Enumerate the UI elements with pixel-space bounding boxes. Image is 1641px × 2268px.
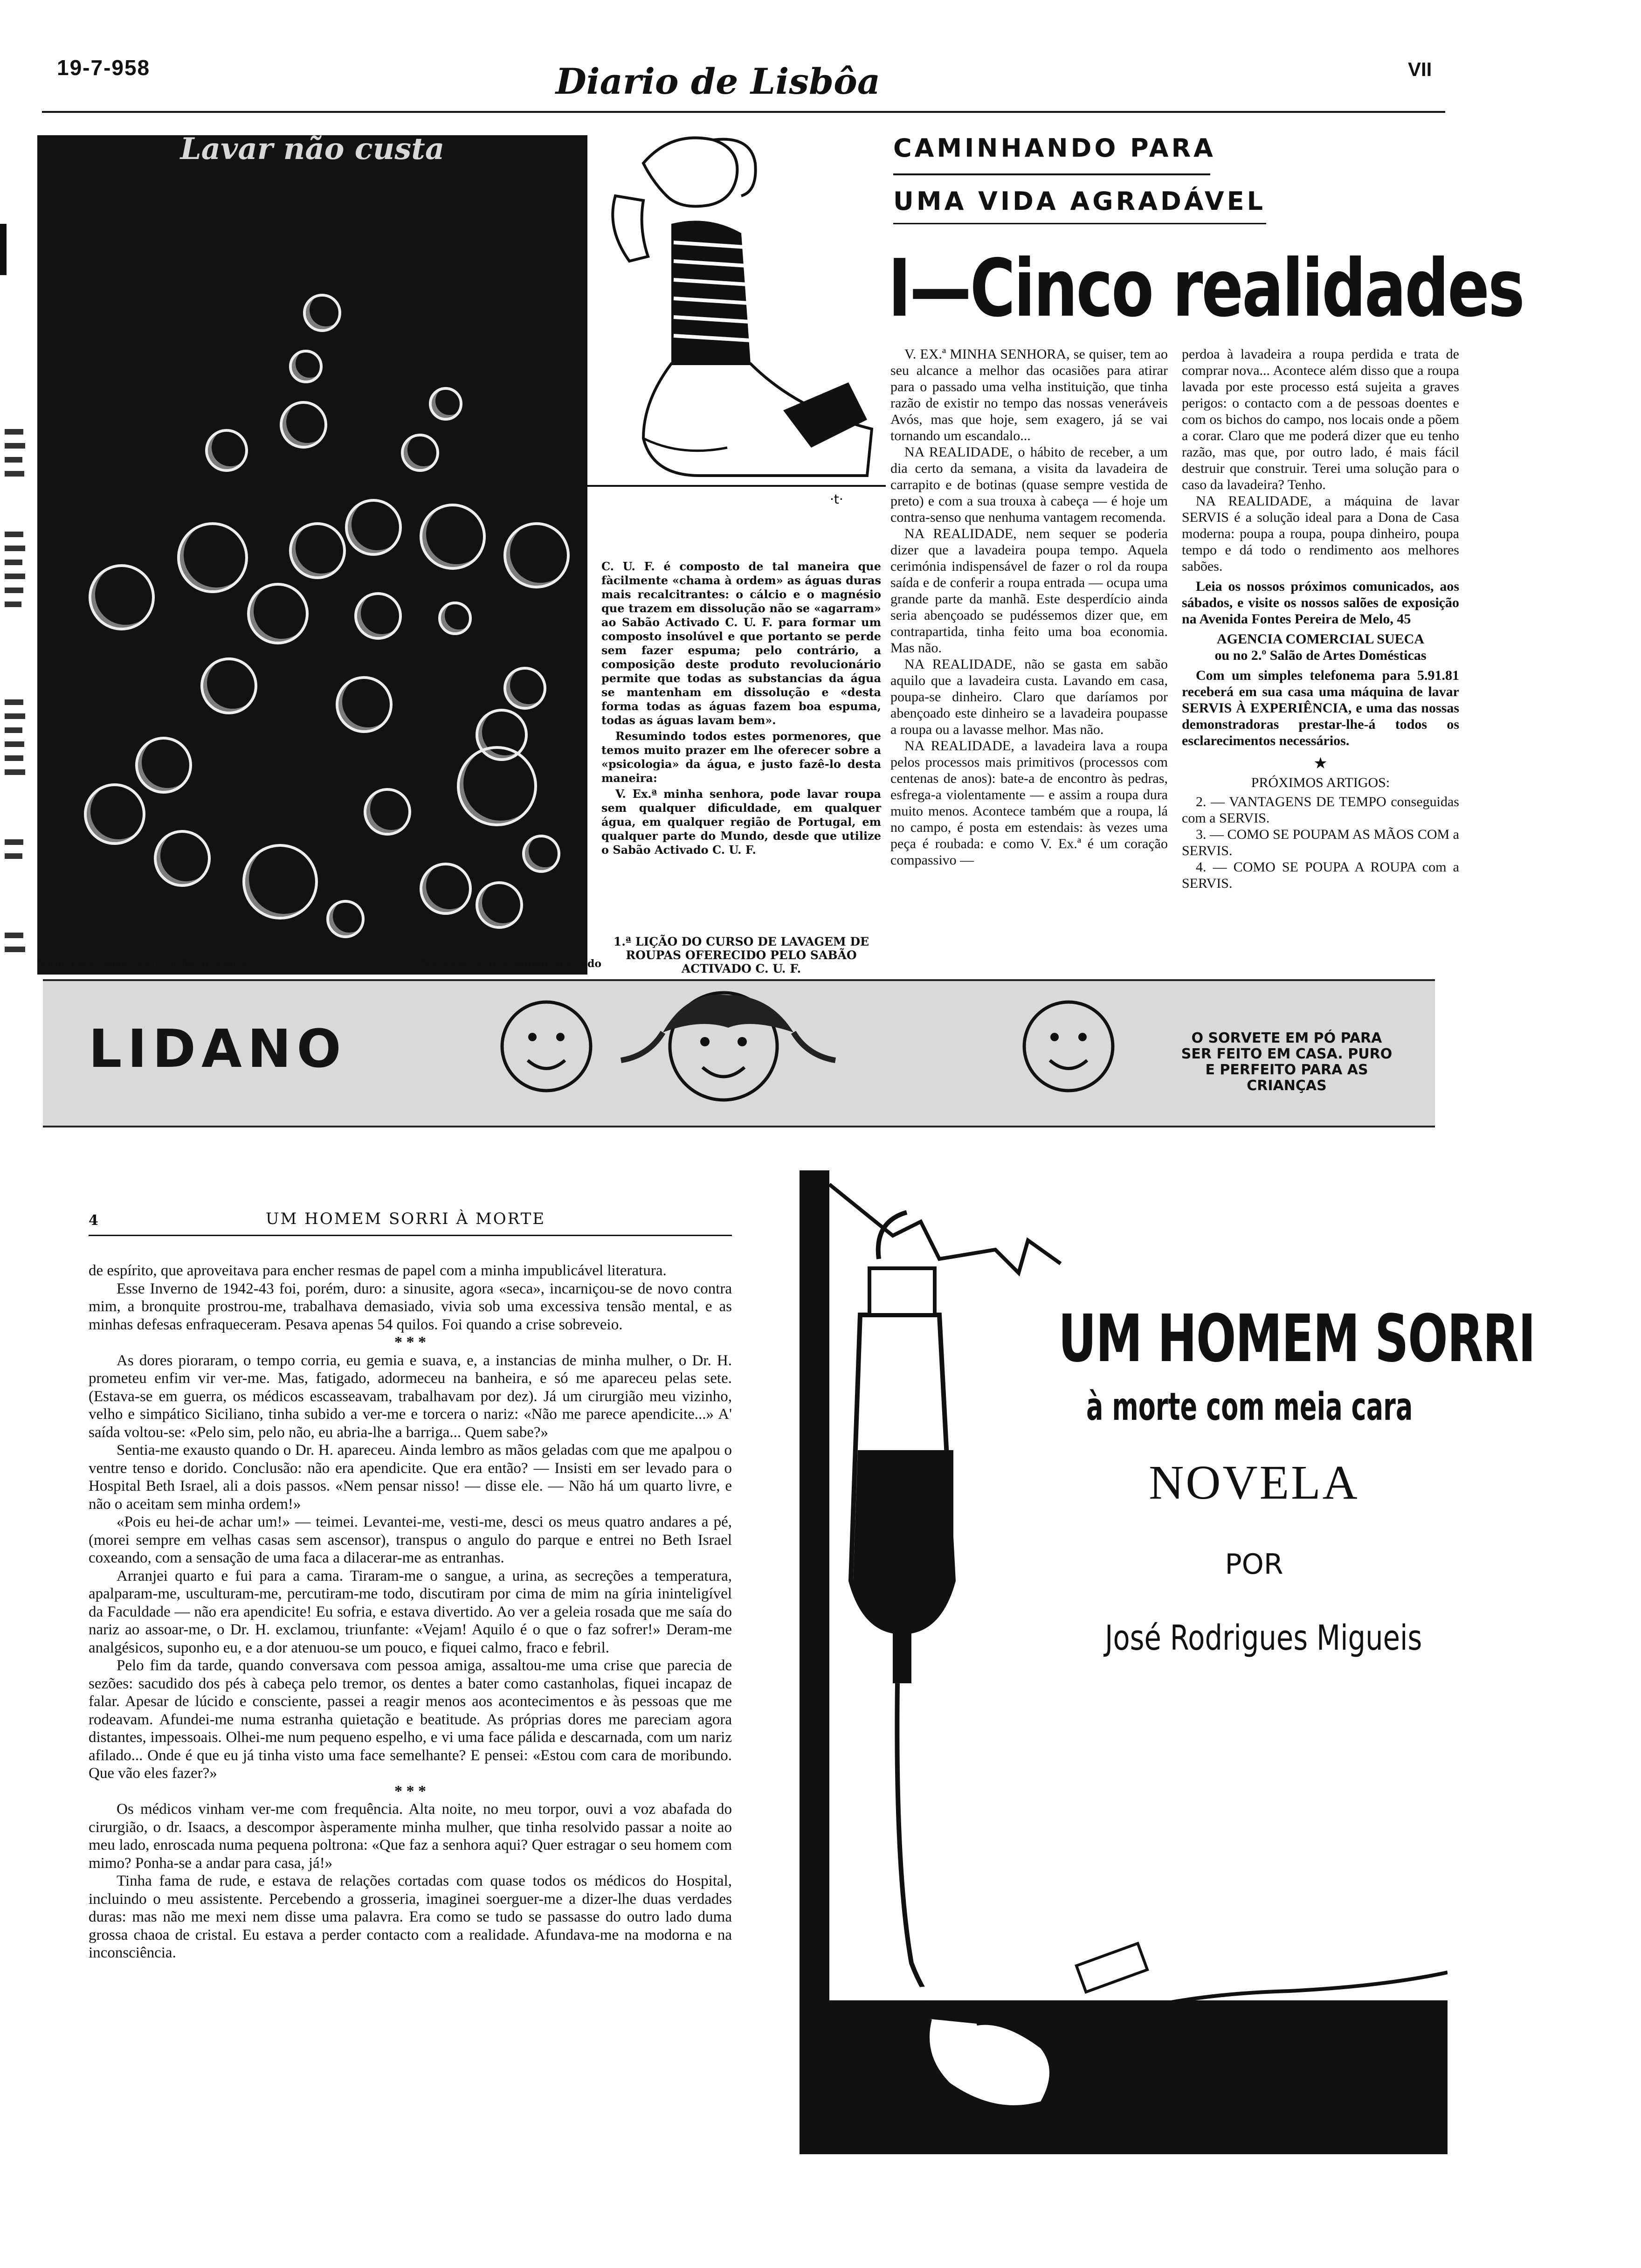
lidano-tagline: O SORVETE EM PÓ PARA SER FEITO EM CASA. PURO E PERFEITO PARA AS CRIANÇAS [1181, 1030, 1393, 1094]
next-article-item: 4. — COMO SE POUPA A ROUPA com a SERVIS. [1182, 859, 1459, 891]
novel-paragraph: Sentia-me exausto quando o Dr. H. apareceu. Ainda lembro as mãos geladas com que me apalpou o ventre tenso e dorido. Conclusão: não era apendicite. Que era então? — Insisti em ser levado para o Hospital Beth Israel, ali a dois passos. «Nem pensar nisso! — disse ele. — Não há um quarto livre, e não o aceitam sem minha ordem!» [89, 1442, 732, 1513]
kneeling-woman-illustration [587, 121, 886, 522]
article-paragraph: NA REALIDADE, a lavadeira lava a roupa pelos processos mais primitivos (processos com centenas de anos): bate-a de encontro às pedras, esfrega-a violentamente — e assim a roupa dura muito menos. Acontece também que a roupa, lá no campo, é posta em estendais: às vezes uma peça é roubada: e como V. Ex.ª é um coração compassivo — [890, 738, 1168, 868]
bubble [205, 429, 248, 472]
bubble [345, 499, 402, 556]
cuf-lesson-footer: 1.ª LIÇÃO DO CURSO DE LAVAGEM DE ROUPAS OFERECIDO PELO SABÃO ACTIVADO C. U. F. [613, 935, 869, 975]
article-kicker-2: UMA VIDA AGRADÁVEL [893, 187, 1266, 216]
issue-date: 19-7-958 [57, 55, 151, 80]
bubble [420, 863, 472, 915]
visit-notice: Leia os nossos próximos comunicados, aos sábados, e visite os nossos salões de exposição na Avenida Fontes Pereira de Melo, 45 [1182, 579, 1459, 627]
bubble [401, 434, 439, 472]
bubble [289, 350, 323, 383]
article-paragraph: NA REALIDADE, o hábito de receber, a um dia certo da semana, a visita da lavadeira de carrapito e de botinas (quase sempre vestida de preto) e com a sua trouxa à cabeça — é hoje um contra-senso que nenhuma vantagem recomenda. [890, 444, 1168, 525]
novel-ad-genre: NOVELA [1149, 1456, 1359, 1509]
bubble [457, 746, 537, 826]
bubble [303, 294, 341, 332]
novel-paragraph: Os médicos vinham ver-me com frequência. Alta noite, no meu torpor, ouvi a voz abafada do cirurgião, o dr. Isaacs, a descompor àsperamente minha mulher, que tinha resolvido passar a noite ao meu lado, enroscada numa pequena poltrona: «Que faz a senhora aqui? Quer estragar o seu homem com mimo? Ponha-se a andar para casa, já!» [89, 1801, 732, 1872]
article-paragraph: NA REALIDADE, nem sequer se poderia dizer que a lavadeira poupa tempo. Aquela cerimónia indispensável de fazer o rol da roupa saída e de conferir a roupa entrada — ocupa uma grande parte da manhã. Este desperdício ainda seria abençoado se pudéssemos dizer que, em contrapartida, tinha feito uma boa economia. Mas não. [890, 526, 1168, 656]
novel-paragraph: «Pois eu hei-de achar um!» — teimei. Levantei-me, vesti-me, desci os meus quatro andares a pé, (morei sempre em velhas casas sem ascensor), transpus o angulo do parque e entrei no Beth Israel coxeando, com a sensação de uma faca a dilacerar-me as entranhas. [89, 1514, 732, 1566]
bubble [429, 387, 462, 421]
page-number: VII [1408, 58, 1432, 80]
bubble [200, 657, 257, 714]
bubble [336, 676, 393, 733]
salon-name: ou no 2.º Salão de Artes Domésticas [1214, 648, 1427, 663]
bubble [154, 830, 211, 887]
novel-paragraph: Esse Inverno de 1942-43 foi, porém, duro: a sinusite, agora «seca», incarniçou-se de novo contra mim, a bronquite prostrou-me, trabalhava demasiado, vivia sob uma excessiva tensão mental, e as minhas defesas enfraqueceram. Pesava apenas 54 quilos. Foi quando a crise sobreveio. [89, 1280, 732, 1333]
article-column-1 [890, 346, 1168, 868]
bubble [364, 788, 411, 836]
article-paragraph: V. EX.ª MINHA SENHORA, se quiser, tem ao seu alcance a melhor das ocasiões para atirar para o passado uma velha instituição, que tinha razão de existir no tempo das nossas veneráveis Avós, mas que hoje, sem exagero, já se vai tornando um escandalo... [890, 346, 1168, 443]
article-kicker-1: CAMINHANDO PARA [893, 133, 1216, 163]
caption-left: Nunca o tivesse feito! Ia de mal para [37, 958, 249, 970]
novel-running-head: UM HOMEM SORRI À MORTE [265, 1210, 546, 1228]
bubble [420, 504, 486, 570]
novel-text [89, 1262, 732, 1962]
next-article-item: 3. — COMO SE POUPAM AS MÃOS COM a SERVIS. [1182, 827, 1459, 858]
bubble [84, 783, 145, 845]
bubble [247, 583, 309, 644]
caption-right: NA VERDADE o Sabão Activado [421, 958, 601, 970]
novel-ad-by: POR [1225, 1548, 1283, 1581]
novel-ad-subtitle: à morte com meia cara [1086, 1385, 1413, 1429]
bubble [242, 844, 318, 920]
novel-paragraph: Tinha fama de rude, e estava de relações cortadas com quase todos os médicos do Hospital, incluindo o meu assistente. Percebendo a grosseria, imaginei soerguer-me a dizer-lhe duas verdades duras: mas não me mexi nem disse uma palavra. Era como se tudo se passasse do outro lado duma grossa chaoa de cristal. Eu estava a perder contacto com a realidade. Afundava-me na modorna e na inconsciência. [89, 1873, 732, 1961]
soap-ad-title: Lavar não custa [180, 135, 445, 166]
bubble [280, 401, 327, 449]
cuf-paragraph: Resumindo todos estes pormenores, que temos muito prazer em lhe oferecer sobre a «psicologia» da água, e justo fazê-lo desta maneira: [601, 729, 881, 785]
soap-bubbles-illustration [37, 135, 587, 975]
next-article-item: 2. — VANTAGENS DE TEMPO conseguidas com a SERVIS. [1182, 794, 1459, 826]
phone-offer: Com um simples telefonema para 5.91.81 receberá em sua casa uma máquina de lavar SERVIS À EXPERIÊNCIA, e uma das nossas demonstradoras prestar-lhe-á todos os esclarecimentos necessários. [1182, 668, 1459, 748]
novel-rule [89, 1235, 732, 1236]
novel-paragraph: de espírito, que aproveitava para encher resmas de papel com a minha impublicável literatura. [89, 1262, 667, 1279]
bubble [89, 564, 155, 630]
kicker-rule [893, 173, 1210, 175]
star-separator: ★ [1313, 755, 1328, 772]
article-column-2 [1182, 346, 1459, 892]
novel-ad-title: UM HOMEM SORRI [1058, 1301, 1535, 1377]
novel-page-number: 4 [89, 1212, 98, 1229]
novel-paragraph: Arranjei quarto e fui para a cama. Tiraram-me o sangue, a urina, as secreções a temperatura, apalparam-me, usculturam-me, percutiram-me todo, discutiram por cima de mim na gíria ininteligível da Faculdade — não era apendicite! Eu sofria, e estava divertido. Ao ver a geleia rosada que me saía do nariz ao assoar-me, o Dr. H. exclamou, triunfante: «Vejam! Aquilo é o que o faz sofrer!» Deram-me analgésicos, suponho eu, e a dor atenuou-se um pouco, e fiquei calmo, fraco e febril. [89, 1567, 732, 1656]
section-separator: * * * [394, 1782, 426, 1800]
cuf-soap-copy [601, 560, 881, 859]
soap-caption-row [37, 958, 601, 970]
bubble [135, 737, 192, 794]
bubble [476, 881, 523, 929]
bubble [438, 602, 472, 635]
bubble [522, 835, 560, 873]
cuf-paragraph: C. U. F. é composto de tal maneira que fàcilmente «chama à ordem» as águas duras mais recalcitrantes: o cálcio e o magnésio que trazem em dissolução não se «agarram» ao Sabão Activado C. U. F. para formar um composto insolúvel e que portanto se perde sem fazer espuma; pelo contrário, a composição deste produto revolucionário permite que todas as substancias da água se mantenham em dissolução e «desta forma todas as águas fazem boa espuma, todas as águas lavam bem». [601, 560, 881, 727]
bubble [503, 522, 570, 588]
next-articles-title: PRÓXIMOS ARTIGOS: [1251, 775, 1390, 790]
novel-paragraph: As dores pioraram, o tempo corria, eu gemia e suava, e, a instancias de minha mulher, o Dr. H. prometeu enfim vir ver-me. Mas, fatigado, adormeceu na banheira, e só me apareceu pelas sete. (Estava-se em guerra, os médicos escasseavam, trabalhavam por dez). Já um cirurgião meu vizinho, velho e simpático Siciliano, tinha subido a ver-me e torcera o nariz: «Não me parece apendicite...» A' saída voltou-se: «Pelo sim, pelo não, eu abria-lhe a barriga... Quem sabe?» [89, 1352, 732, 1441]
section-separator: * * * [394, 1334, 426, 1351]
svg-text:·t·: ·t· [830, 491, 843, 507]
bubble [326, 900, 365, 938]
bubble [354, 592, 402, 640]
article-headline: I—Cinco realidades [888, 242, 1524, 335]
novel-ad-author: José Rodrigues Migueis [1105, 1618, 1422, 1658]
bubble [503, 667, 546, 710]
article-paragraph: perdoa à lavadeira a roupa perdida e trata de comprar nova... Acontece além disso que a roupa lavada por este processo está sujeita a graves perigos: o contacto com a de pessoas doentes e com os bichos do campo, nos locais onde a põem a corar. Claro que me poderá dizer que eu tenho razão, mas que, por outro lado, é mais fácil destruir que construir. Terei uma solução para o caso da lavadeira? Tenho. [1182, 346, 1459, 492]
header-rule [42, 111, 1445, 113]
article-paragraph: NA REALIDADE, a máquina de lavar SERVIS é a solução ideal para a Dona de Casa moderna: poupa a roupa, poupa dinheiro, poupa tempo e dá todo o rendimento aos melhores sabões. [1182, 493, 1459, 574]
novel-paragraph: Pelo fim da tarde, quando conversava com pessoa amiga, assaltou-me uma crise que parecia de sezões: sacudido dos pés à cabeça pelo tremor, os dentes a bater como castanholas, fiquei incapaz de falar. Apesar de lúcido e consciente, passei a reagir menos aos acontecimentos e às pessoas que me rodeavam. Afundei-me numa estranha quietação e beatitude. As próprias dores me pareciam agora distantes, impessoais. Olhei-me num pequeno espelho, e vi uma face pálida e descarnada, com um nariz afilado... Onde é que eu já tinha visto uma face semelhante? E pensei: «Estou com cara de moribundo. Que vão eles fazer?» [89, 1657, 732, 1782]
kicker-rule [893, 223, 1266, 224]
agency-name: AGENCIA COMERCIAL SUECA [1216, 631, 1425, 647]
masthead: Diario de Lisbôa [555, 61, 881, 102]
bubble [289, 522, 346, 579]
article-paragraph: NA REALIDADE, não se gasta em sabão aquilo que a lavadeira custa. Lavando em casa, poupa-se dinheiro. Claro que daríamos por abençoado este dinheiro se a lavadeira poupasse a roupa ou a lavasse melhor. Mas não. [890, 657, 1168, 737]
cuf-paragraph: V. Ex.ª minha senhora, pode lavar roupa sem qualquer dificuldade, em qualquer água, em qualquer região de Portugal, em qualquer parte do Mundo, desde que utilize o Sabão Activado C. U. F. [601, 787, 881, 857]
bubble [177, 522, 248, 593]
lidano-brand: LIDANO [89, 1019, 347, 1079]
